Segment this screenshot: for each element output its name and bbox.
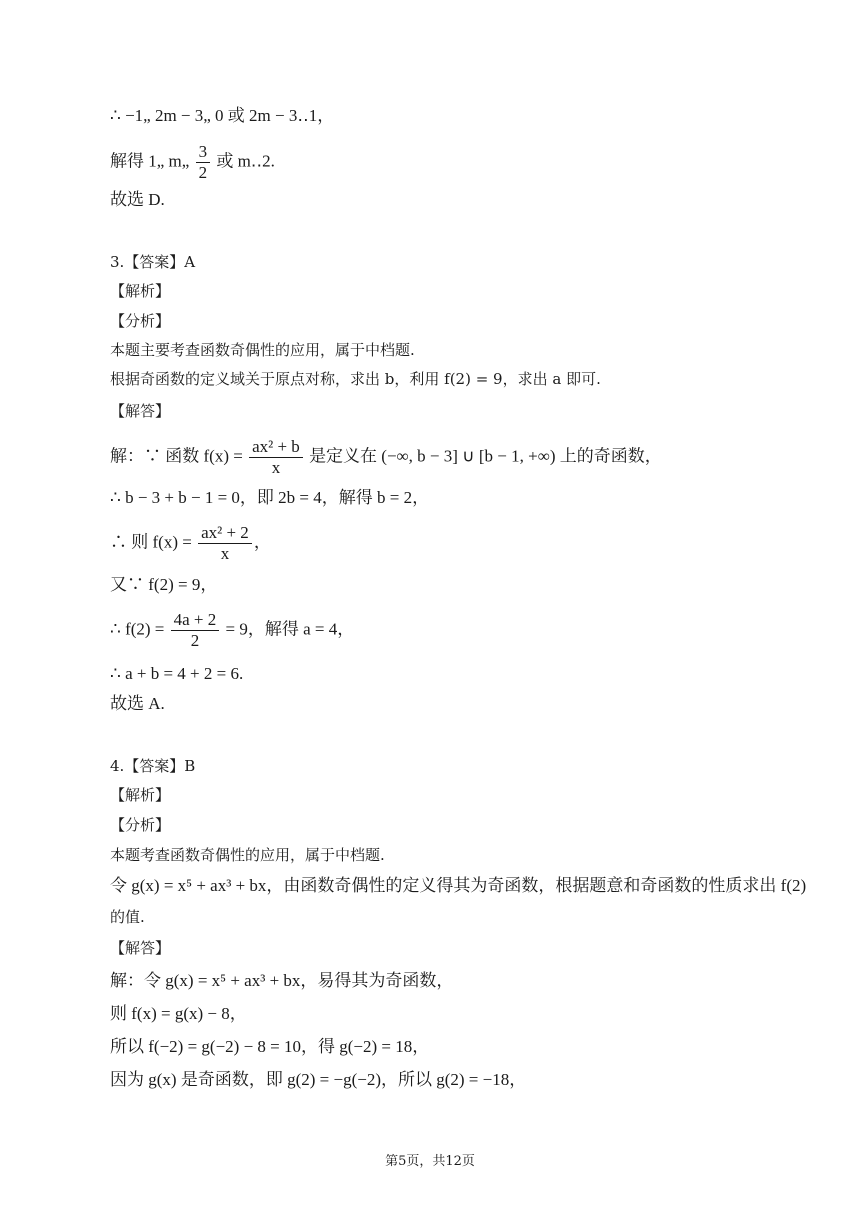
text-line: 又∵ f(2) = 9， [110,575,218,594]
numerator: ax² + b [249,437,303,458]
answer-heading: 3.【答案】A [110,253,196,271]
denominator: x [271,458,281,477]
denominator: 2 [190,631,200,650]
numerator: 3 [196,142,211,163]
answer-heading: 4.【答案】B [110,757,196,775]
text-line: 故选 D. [110,190,165,209]
denominator: 2 [198,163,208,182]
text-span: ∴ f(2) = [110,619,169,639]
text-span: 解：∵ 函数 f(x) = [110,446,248,466]
formula-line [110,437,662,478]
numerator: 4a + 2 [171,610,220,631]
text-line: 所以 f(−2) = g(−2) − 8 = 10，得 g(−2) = 18， [110,1037,430,1056]
text-line: ∴ −1„ 2m − 3„ 0 或 2m − 3‥1， [110,106,335,125]
text-line: ∴ b − 3 + b − 1 = 0，即 2b = 4，解得 b = 2， [110,488,430,507]
page-footer: 第5页，共12页 [385,1154,475,1169]
text-line: 则 f(x) = g(x) − 8， [110,1004,247,1023]
section-label: 【分析】 [110,312,171,330]
text-line: 根据奇函数的定义域关于原点对称，求出 b，利用 f(2) = 9，求出 a 即可. [110,370,601,388]
text-line: 本题主要考查函数奇偶性的应用，属于中档题. [110,341,415,359]
section-label: 【解析】 [110,282,171,300]
section-label: 【分析】 [110,816,171,834]
text-line: 故选 A. [110,694,165,713]
formula-line [110,142,275,183]
fraction [171,610,220,651]
text-line: 因为 g(x) 是奇函数，即 g(2) = −g(−2)，所以 g(2) = −18， [110,1070,527,1089]
section-label: 【解答】 [110,939,171,957]
text-span: 解得 1„ m„ [110,151,194,171]
fraction [198,523,252,564]
section-label: 【解析】 [110,786,171,804]
text-span: ∴ 则 f(x) = [110,532,197,552]
numerator: ax² + 2 [198,523,252,544]
text-line: ∴ a + b = 4 + 2 = 6. [110,664,244,683]
text-line: 的值. [110,908,145,926]
text-span: = 9，解得 a = 4， [221,619,355,639]
text-line: 本题考查函数奇偶性的应用，属于中档题. [110,846,385,864]
fraction [249,437,303,478]
text-line: 令 g(x) = x⁵ + ax³ + bx，由函数奇偶性的定义得其为奇函数，根据题意和奇函数的性质求出 f(2) [110,876,807,895]
text-span: ， [253,532,271,552]
denominator: x [220,544,230,563]
formula-line [110,610,354,651]
text-line: 解：令 g(x) = x⁵ + ax³ + bx，易得其为奇函数， [110,971,454,990]
text-span: 或 m‥2. [212,151,275,171]
formula-line [110,523,271,564]
text-span: 是定义在 (−∞, b − 3] ∪ [b − 1, +∞) 上的奇函数， [304,446,662,466]
fraction [196,142,211,183]
section-label: 【解答】 [110,402,171,420]
